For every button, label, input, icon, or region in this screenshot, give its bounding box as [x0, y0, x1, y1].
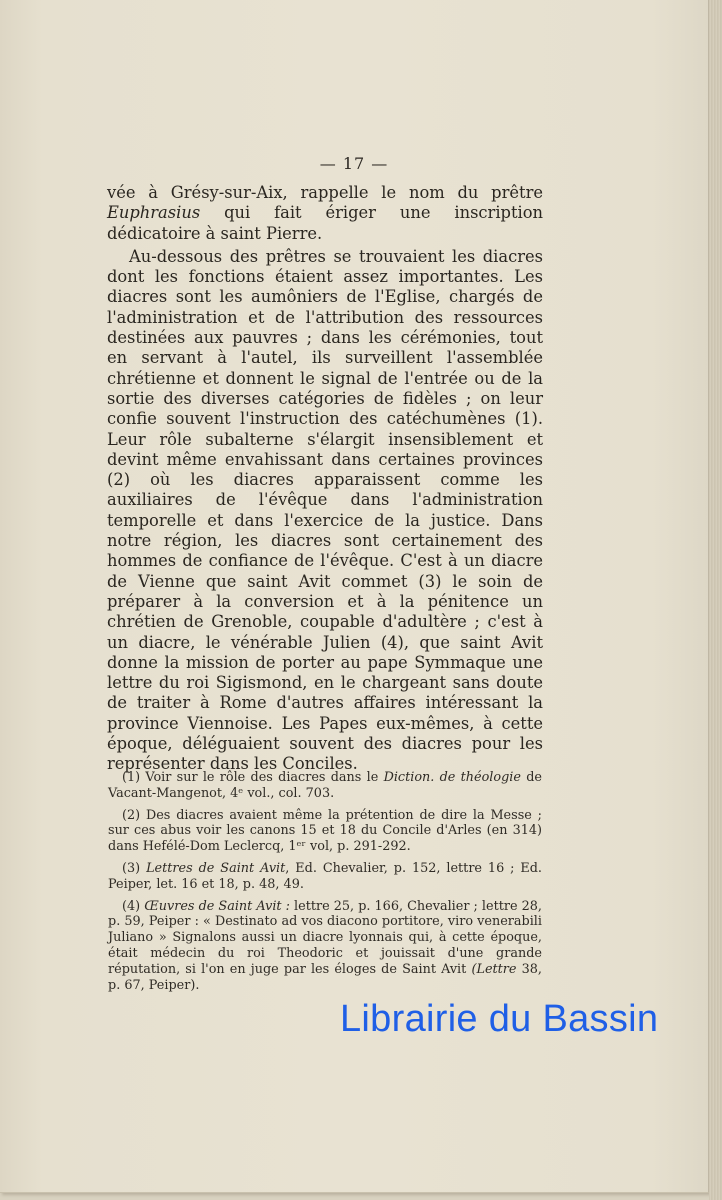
- text-run: (4): [122, 898, 145, 914]
- text-run: de Vacant-Mangenot, 4ᵉ vol., col. 703.: [108, 770, 542, 801]
- text-run: 38, p. 67, Peiper).: [108, 961, 542, 993]
- main-text: [107, 183, 543, 775]
- italic-title: (Lettre: [471, 961, 517, 977]
- page-number: — 17 —: [319, 154, 389, 173]
- watermark-text: Librairie du Bassin: [340, 998, 659, 1040]
- italic-title: Œuvres de Saint Avit :: [144, 898, 290, 914]
- paragraph-2: [107, 247, 543, 775]
- footnote-1: [108, 770, 542, 802]
- footnote-3: [108, 861, 542, 893]
- italic-title: Lettres de Saint Avit: [146, 860, 286, 876]
- text-run: lettre 25, p. 166, Chevalier ; lettre 28, p. 59, Peiper : « Destinato ad vos diacono portitore, viro venerabili Juliano » Signalons aussi un diacre lyonnais qui, à cette époque, était médecin du roi Theodoric et jouissait d'une grande réputation, si l'on en juge par les éloges de Saint Avit: [108, 898, 542, 977]
- footnotes: [108, 770, 542, 999]
- italic-name: Euphrasius: [107, 203, 201, 223]
- text-run: (3): [122, 860, 147, 876]
- footnote-4: [108, 899, 542, 994]
- footnote-2: [108, 808, 542, 855]
- text-run: Au-dessous des prêtres se trouvaient les diacres dont les fonctions étaient assez importantes. Les diacres sont les aumôniers de l'Eglise, chargés de l'administration et de l'attribution des ressources destinées aux pauvres ; dans les cérémonies, tout en servant à l'autel, ils surveillent l'assemblée chrétienne et donnent le signal de l'entrée ou de la sortie des diverses catégories de fidèles ; on leur confie souvent l'instruction des catéchumènes (1). Leur rôle subalterne s'élargit insensiblement et devint même envahissant dans certaines provinces (2) où les diacres apparaissent comme les auxiliaires de l'évêque dans l'administration temporelle et dans l'exercice de la justice. Dans notre région, les diacres sont certainement des hommes de confiance de l'évêque. C'est à un diacre de Vienne que saint Avit commet (3) le soin de préparer à la conversion et à la pénitence un chrétien de Grenoble, coupable d'adultère ; c'est à un diacre, le vénérable Julien (4), que saint Avit donne la mission de porter au pape Symmaque une lettre du roi Sigismond, en le chargeant sans doute de traiter à Rome d'autres affaires intéressant la province Viennoise. Les Papes eux-mêmes, à cette époque, déléguaient souvent des diacres pour les représenter dans les Conciles.: [107, 246, 543, 774]
- text-run: (1) Voir sur le rôle des diacres dans le: [122, 770, 384, 785]
- paragraph-1: [107, 183, 543, 244]
- text-run: vée à Grésy-sur-Aix, rappelle le nom du prêtre: [107, 183, 543, 202]
- text-run: (2) Des diacres avaient même la prétention de dire la Messe ; sur ces abus voir les canons 15 et 18 du Concile d'Arles (en 314) dans Hefélé-Dom Leclercq, 1ᵉʳ vol, p. 291-292.: [108, 807, 542, 855]
- page-edges: [709, 0, 722, 1200]
- italic-title: Diction. de théologie: [383, 770, 521, 785]
- text-run: qui fait ériger une inscription dédicatoire à saint Pierre.: [107, 203, 543, 243]
- text-run: , Ed. Chevalier, p. 152, lettre 16 ; Ed. Peiper, let. 16 et 18, p. 48, 49.: [108, 860, 542, 892]
